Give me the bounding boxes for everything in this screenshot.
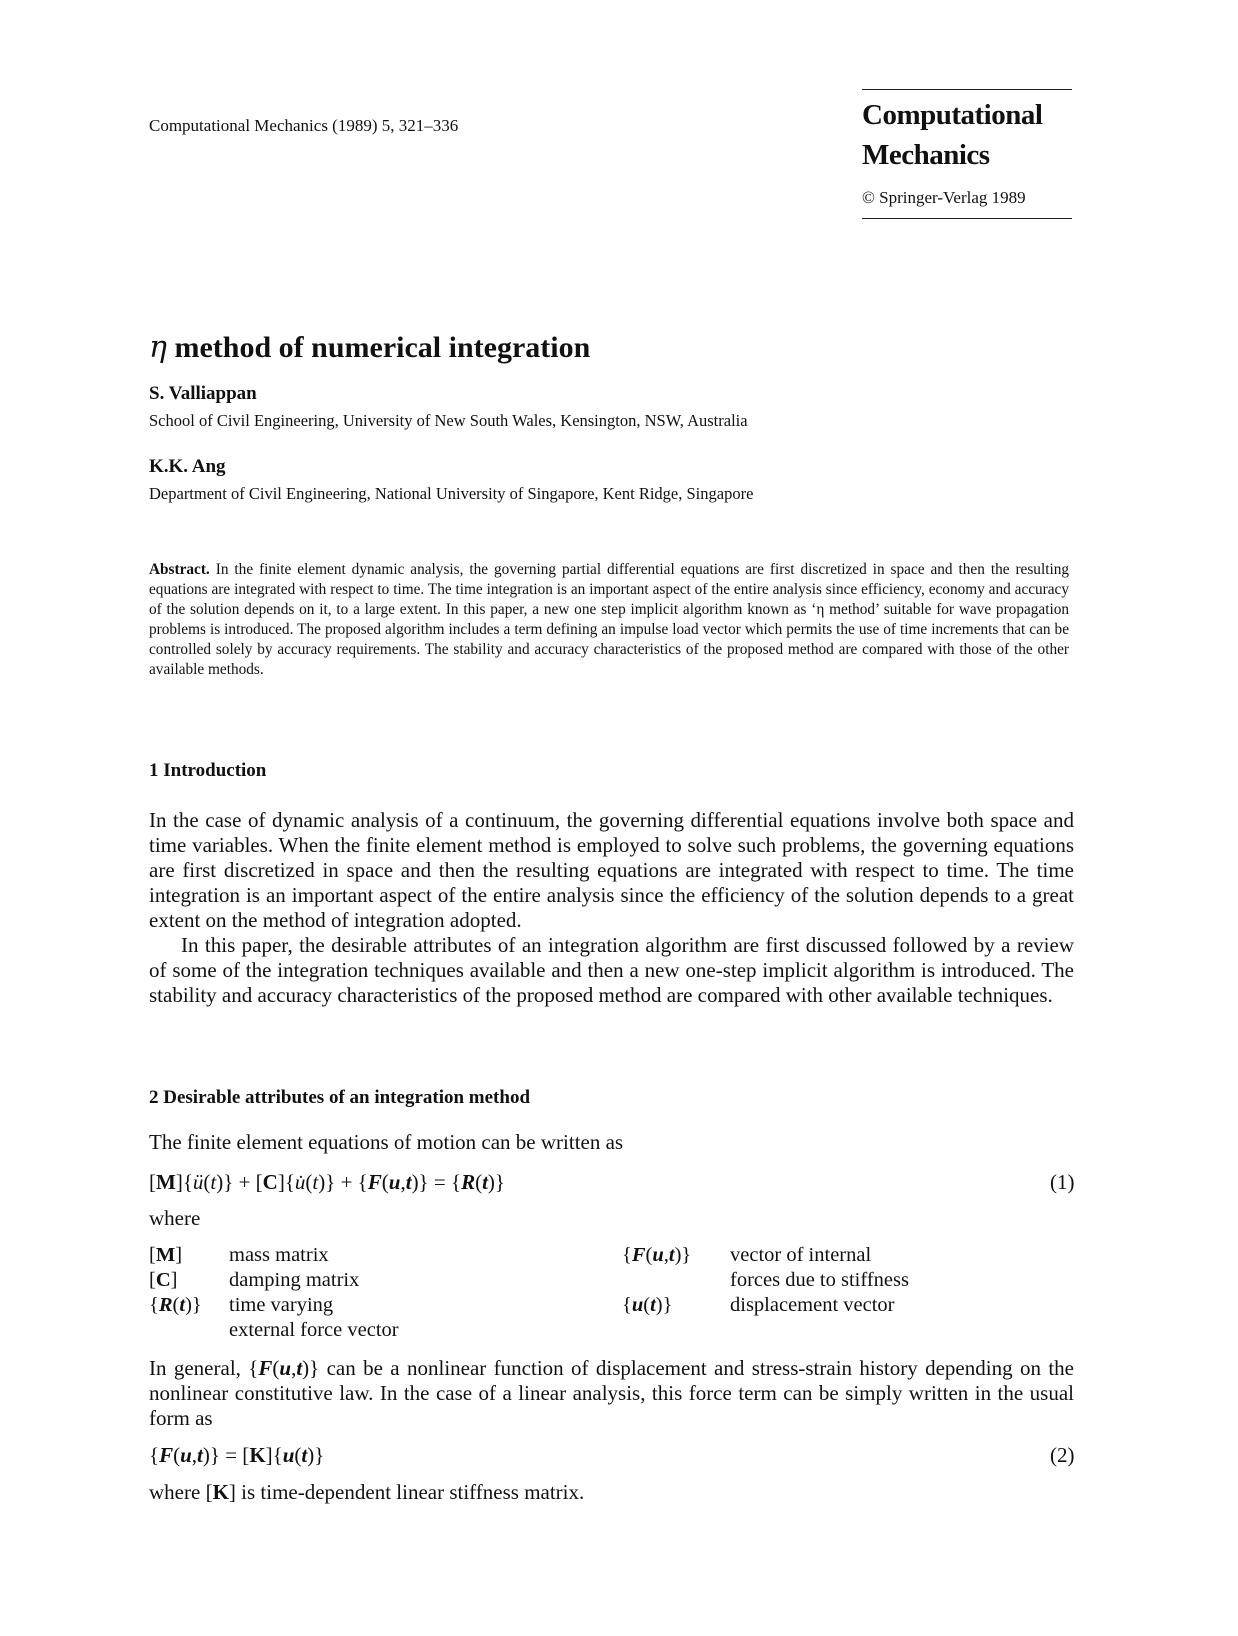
- journal-name-line1: Computational: [862, 99, 1043, 131]
- symbol: {u(t)}: [622, 1294, 673, 1316]
- journal-masthead: [862, 89, 1072, 219]
- author-block-2: [149, 456, 753, 504]
- symbol-table-right: [622, 1243, 909, 1318]
- symbol-description: displacement vector: [730, 1294, 895, 1316]
- masthead-top-rule: [862, 89, 1072, 90]
- author-name: K.K. Ang: [149, 456, 226, 477]
- general-paragraph: In general, {F(u,t)} can be a nonlinear function of displacement and stress-strain history depending on the nonlinear constitutive law. In the case of a linear analysis, this force term can be simply written in the usual form as: [149, 1356, 1074, 1430]
- journal-citation: Computational Mechanics (1989) 5, 321–336: [149, 116, 459, 135]
- general-paragraph-start: In general,: [149, 1356, 241, 1380]
- paragraph: In the case of dynamic analysis of a continuum, the governing differential equations involve both space and time variables. When the finite element method is employed to solve such problems, the governing equations are first discretized in space and then the resulting equations are integrated with respect to time. The time integration is an important aspect of the entire analysis since the efficiency of the solution depends to a great extent on the method of integration adopted.: [149, 808, 1074, 932]
- symbol-row: [622, 1293, 909, 1318]
- symbol-description: damping matrix: [229, 1269, 360, 1291]
- symbol-table-left: [149, 1243, 399, 1343]
- closing-start: where: [149, 1480, 201, 1504]
- symbol-row: [622, 1243, 909, 1268]
- closing-rest: is time-dependent linear stiffness matrix.: [241, 1480, 585, 1504]
- closing-sentence: where [K] is time-dependent linear stiffness matrix.: [149, 1480, 585, 1504]
- author-name: S. Valliappan: [149, 383, 257, 404]
- symbol-row: [622, 1268, 909, 1293]
- masthead-bottom-rule: [862, 218, 1072, 219]
- author-block-1: [149, 383, 748, 431]
- section-1-body: [149, 808, 1074, 1008]
- symbol-row: [149, 1243, 399, 1268]
- symbol-description: mass matrix: [229, 1244, 329, 1266]
- symbol: {R(t)}: [149, 1294, 202, 1316]
- symbol-description: external force vector: [229, 1319, 399, 1341]
- symbol-description: time varying: [229, 1294, 334, 1316]
- symbol-row: [149, 1268, 399, 1293]
- abstract-label: Abstract.: [149, 561, 210, 578]
- general-paragraph-rest: can be a nonlinear function of displacement and stress-strain history depending on the nonlinear constitutive law. In the case of a linear analysis, this force term can be simply written in the usual form as: [149, 1356, 1074, 1430]
- symbol-row: [149, 1293, 399, 1318]
- symbol-description: forces due to stiffness: [730, 1269, 909, 1291]
- equation-1: [M]{ü(t)} + [C]{u̇(t)} + {F(u,t)} = {R(t)}: [149, 1170, 505, 1194]
- symbol: [C]: [149, 1269, 178, 1291]
- section-1-heading: 1 Introduction: [149, 760, 267, 781]
- symbol-description: vector of internal: [730, 1244, 872, 1266]
- where-label: where: [149, 1206, 201, 1230]
- abstract: [149, 560, 1069, 680]
- author-affiliation: Department of Civil Engineering, National University of Singapore, Kent Ridge, Singapore: [149, 484, 754, 503]
- author-affiliation: School of Civil Engineering, University of New South Wales, Kensington, NSW, Australia: [149, 411, 748, 430]
- equations-intro: The finite element equations of motion can be written as: [149, 1130, 624, 1154]
- section-2-heading: 2 Desirable attributes of an integration method: [149, 1087, 531, 1108]
- equation-2: {F(u,t)} = [K]{u(t)}: [149, 1443, 325, 1467]
- copyright-notice: © Springer-Verlag 1989: [862, 188, 1026, 207]
- symbol: {F(u,t)}: [622, 1244, 692, 1266]
- equation-1-number: (1): [1050, 1170, 1075, 1194]
- symbol-row: [149, 1318, 399, 1343]
- paper-title: [149, 330, 590, 365]
- abstract-text: In the finite element dynamic analysis, the governing partial differential equations are first discretized in space and then the resulting equations are integrated with respect to time. The time integration is an important aspect of the entire analysis since efficiency, economy and accuracy of the solution depends on it, to a large extent. In this paper, a new one step implicit algorithm known as ‘η method’ suitable for wave propagation problems is introduced. The proposed algorithm includes a term defining an impulse load vector which permits the use of time increments that can be controlled solely by accuracy requirements. The stability and accuracy characteristics of the proposed method are compared with those of the other available methods.: [149, 561, 1069, 678]
- journal-name-line2: Mechanics: [862, 139, 990, 171]
- title-eta-symbol: η: [149, 330, 167, 365]
- symbol: [M]: [149, 1244, 183, 1266]
- equation-2-number: (2): [1050, 1443, 1075, 1467]
- paragraph: In this paper, the desirable attributes of an integration algorithm are first discussed followed by a review of some of the integration techniques available and then a new one-step implicit algorithm is introduced. The stability and accuracy characteristics of the proposed method are compared with other available techniques.: [149, 933, 1074, 1007]
- title-text: method of numerical integration: [174, 331, 591, 364]
